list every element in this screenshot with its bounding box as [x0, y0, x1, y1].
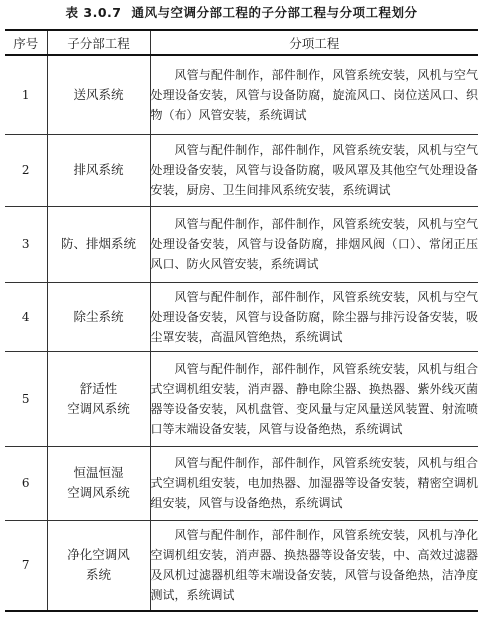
row-number: 5	[5, 351, 47, 446]
item-list: 风管与配件制作，部件制作，风管系统安装，风机与空气处理设备安装，风管与设备防腐，吸风罩及其他空气处理设备安装，厨房、卫生间排风系统安装，系统调试	[150, 134, 478, 206]
subdivision-name-line: 排风系统	[73, 162, 124, 177]
item-list: 风管与配件制作，部件制作，风管系统安装，风机与组合式空调机组安装，电加热器、加湿器等设备安装，精密空调机组安装，风管与设备绝热，系统调试	[150, 446, 478, 520]
header-subdivision: 子分部工程	[47, 30, 150, 55]
subdivision-name-line: 送风系统	[73, 86, 124, 102]
table-row	[5, 206, 478, 282]
item-list: 风管与配件制作，部件制作，风管系统安装，风机与组合式空调机组安装，消声器、静电除尘器、换热器、紫外线灭菌器等设备安装，风机盘管、变风量与定风量送风装置、射流喷口等末端设备安装，风管与设备绝热，系统调试	[150, 351, 478, 446]
subdivision-name-line: 舒适性	[79, 380, 118, 396]
table-row	[5, 282, 478, 351]
row-number: 1	[5, 55, 47, 134]
subdivision-name	[47, 206, 150, 282]
subdivision-name	[47, 134, 150, 206]
item-list: 风管与配件制作，部件制作，风管系统安装，风机与空气处理设备安装，风管与设备防腐，除尘器与排污设备安装，吸尘罩安装，高温风管绝热，系统调试	[150, 282, 478, 351]
subdivision-name-line: 防、排烟系统	[60, 236, 136, 251]
table-row	[5, 351, 478, 446]
table-number: 表 3.0.7	[65, 5, 122, 20]
subdivision-name	[47, 282, 150, 351]
table-caption	[0, 4, 483, 22]
item-list: 风管与配件制作，部件制作，风管系统安装，风机与空气处理设备安装，风管与设备防腐，旋流风口、岗位送风口、织物（布）风管安装，系统调试	[150, 55, 478, 134]
subdivision-name-line: 系统	[85, 567, 111, 583]
header-no: 序号	[5, 30, 47, 55]
row-number: 3	[5, 206, 47, 282]
item-list: 风管与配件制作，部件制作，风管系统安装，风机与空气处理设备安装，风管与设备防腐，排烟风阀（口）、常闭正压风口、防火风管安装，系统调试	[150, 206, 478, 282]
row-number: 2	[5, 134, 47, 206]
subdivision-name-line: 净化空调风	[67, 547, 130, 563]
subdivision-name-line: 除尘系统	[73, 308, 124, 324]
subdivision-name	[47, 446, 150, 520]
subdivision-name-line: 恒温恒湿	[73, 465, 124, 480]
table-row	[5, 446, 478, 520]
table-header-row	[5, 30, 478, 55]
table-row	[5, 134, 478, 206]
subdivision-name	[47, 351, 150, 446]
row-number: 6	[5, 446, 47, 520]
header-items: 分项工程	[150, 30, 478, 55]
row-number: 4	[5, 282, 47, 351]
table-title: 通风与空调分部工程的子分部工程与分项工程划分	[131, 5, 418, 20]
table-row	[5, 520, 478, 611]
subdivision-name	[47, 55, 150, 134]
subdivision-name-line: 空调风系统	[67, 400, 130, 416]
subdivision-name	[47, 520, 150, 611]
division-table	[5, 29, 478, 612]
row-number: 7	[5, 520, 47, 611]
subdivision-name-line: 空调风系统	[67, 485, 130, 500]
table-row	[5, 55, 478, 134]
item-list: 风管与配件制作，部件制作，风管系统安装，风机与净化空调机组安装，消声器、换热器等设备安装，中、高效过滤器及风机过滤器机组等末端设备安装，风管与设备绝热，洁净度测试，系统调试	[150, 520, 478, 611]
